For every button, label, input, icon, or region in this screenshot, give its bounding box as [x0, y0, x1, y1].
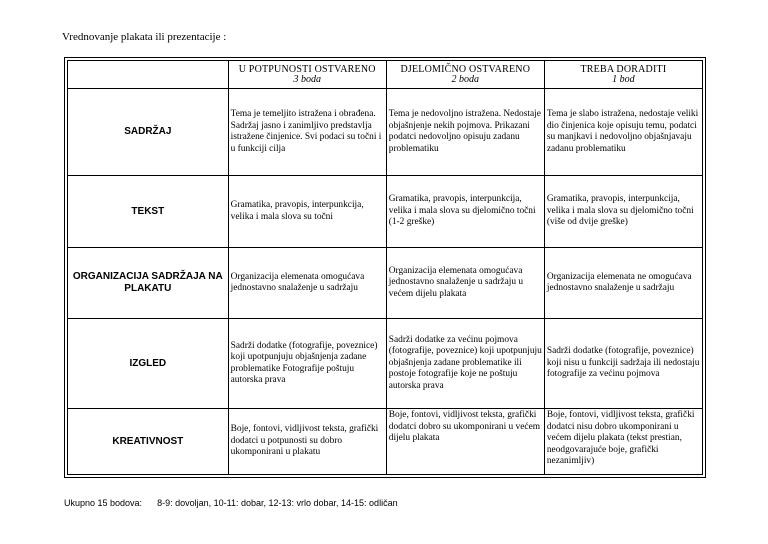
- criterion-label: ORGANIZACIJA SADRŽAJA NA PLAKATU: [68, 248, 229, 319]
- column-points: 3 boda: [293, 73, 321, 85]
- column-title: TREBA DORADITI: [580, 63, 667, 75]
- rubric-cell: Gramatika, pravopis, interpunkcija, velika i mala slova su djelomično točni (1-2 greške): [386, 176, 544, 248]
- table-row: [68, 248, 703, 319]
- rubric-cell: Sadrži dodatke (fotografije, poveznice) koji upotpunjuju objašnjenja zadane problematike Fotografije poštuju autorska prava: [228, 319, 386, 409]
- rubric-cell: Tema je temeljito istražena i obrađena. Sadržaj jasno i zanimljivo predstavlja istražene činjenice. Svi podaci su točni i u funkciji cilja: [228, 89, 386, 176]
- column-header-needs-work: [544, 61, 702, 89]
- table-row: [68, 409, 703, 475]
- criterion-label: SADRŽAJ: [68, 89, 229, 176]
- column-points: 2 boda: [451, 73, 480, 85]
- rubric-cell: Organizacija elemenata omogućava jednostavno snalaženje u sadržaju: [228, 248, 386, 319]
- header-row: [68, 61, 703, 89]
- rubric-cell: Sadrži dodatke (fotografije, poveznice) koji nisu u funkciji sadržaja ili nedostaju fotografije za većinu pojmova: [544, 319, 702, 409]
- column-title: U POTPUNOSTI OSTVARENO: [238, 63, 376, 75]
- criterion-label: KREATIVNOST: [68, 409, 229, 475]
- rubric-cell: Gramatika, pravopis, interpunkcija, velika i mala slova su točni: [228, 176, 386, 248]
- rubric-cell: Boje, fontovi, vidljivost teksta, grafički dodatci dobro su ukomponirani u većem dijelu plakata: [386, 409, 544, 475]
- total-points-label: Ukupno 15 bodova:: [64, 498, 143, 508]
- rubric-cell: Organizacija elemenata ne omogućava jednostavno snalaženje u sadržaju: [544, 248, 702, 319]
- rubric-table: [67, 60, 703, 475]
- rubric-cell: Tema je nedovoljno istražena. Nedostaje objašnjenje nekih pojmova. Prikazani podatci nedovoljno opisuju zadanu problematiku: [386, 89, 544, 176]
- rubric-cell: Sadrži dodatke za većinu pojmova (fotografije, poveznice) koji upotpunjuju objašnjenja zadane problematike ili postoje fotografije koje ne poštuju autorska prava: [386, 319, 544, 409]
- header-corner-cell: [68, 61, 229, 89]
- rubric-cell: Gramatika, pravopis, interpunkcija, velika i mala slova su djelomično točni (više od dvije greške): [544, 176, 702, 248]
- column-points: 1 bod: [612, 73, 635, 85]
- page-title: Vrednovanje plakata ili prezentacije :: [62, 31, 227, 43]
- rubric-cell: Tema je slabo istražena, nedostaje veliki dio činjenica koje opisuju temu, podatci su manjkavi i nedovoljno objašnjavaju zadanu problematiku: [544, 89, 702, 176]
- criterion-label: IZGLED: [68, 319, 229, 409]
- column-title: DJELOMIČNO OSTVARENO: [400, 63, 531, 75]
- rubric-cell: Organizacija elemenata omogućava jednostavno snalaženje u sadržaju u većem dijelu plakata: [386, 248, 544, 319]
- column-header-full: [228, 61, 386, 89]
- criterion-label: TEKST: [68, 176, 229, 248]
- rubric-cell: Boje, fontovi, vidljivost teksta, grafički dodatci nisu dobro ukomponirani u većem dijelu plakata (tekst prestian, neodgovarajuće boje, grafički nezanimljiv): [544, 409, 702, 475]
- table-row: [68, 319, 703, 409]
- rubric-cell: Boje, fontovi, vidljivost teksta, grafički dodatci u potpunosti su dobro ukomponirani u plakatu: [228, 409, 386, 475]
- scoring-footer: [64, 498, 398, 508]
- table-row: [68, 176, 703, 248]
- table-row: [68, 89, 703, 176]
- rubric-table-frame: [64, 57, 706, 478]
- column-header-partial: [386, 61, 544, 89]
- grade-scale: 8-9: dovoljan, 10-11: dobar, 12-13: vrlo dobar, 14-15: odličan: [157, 498, 398, 508]
